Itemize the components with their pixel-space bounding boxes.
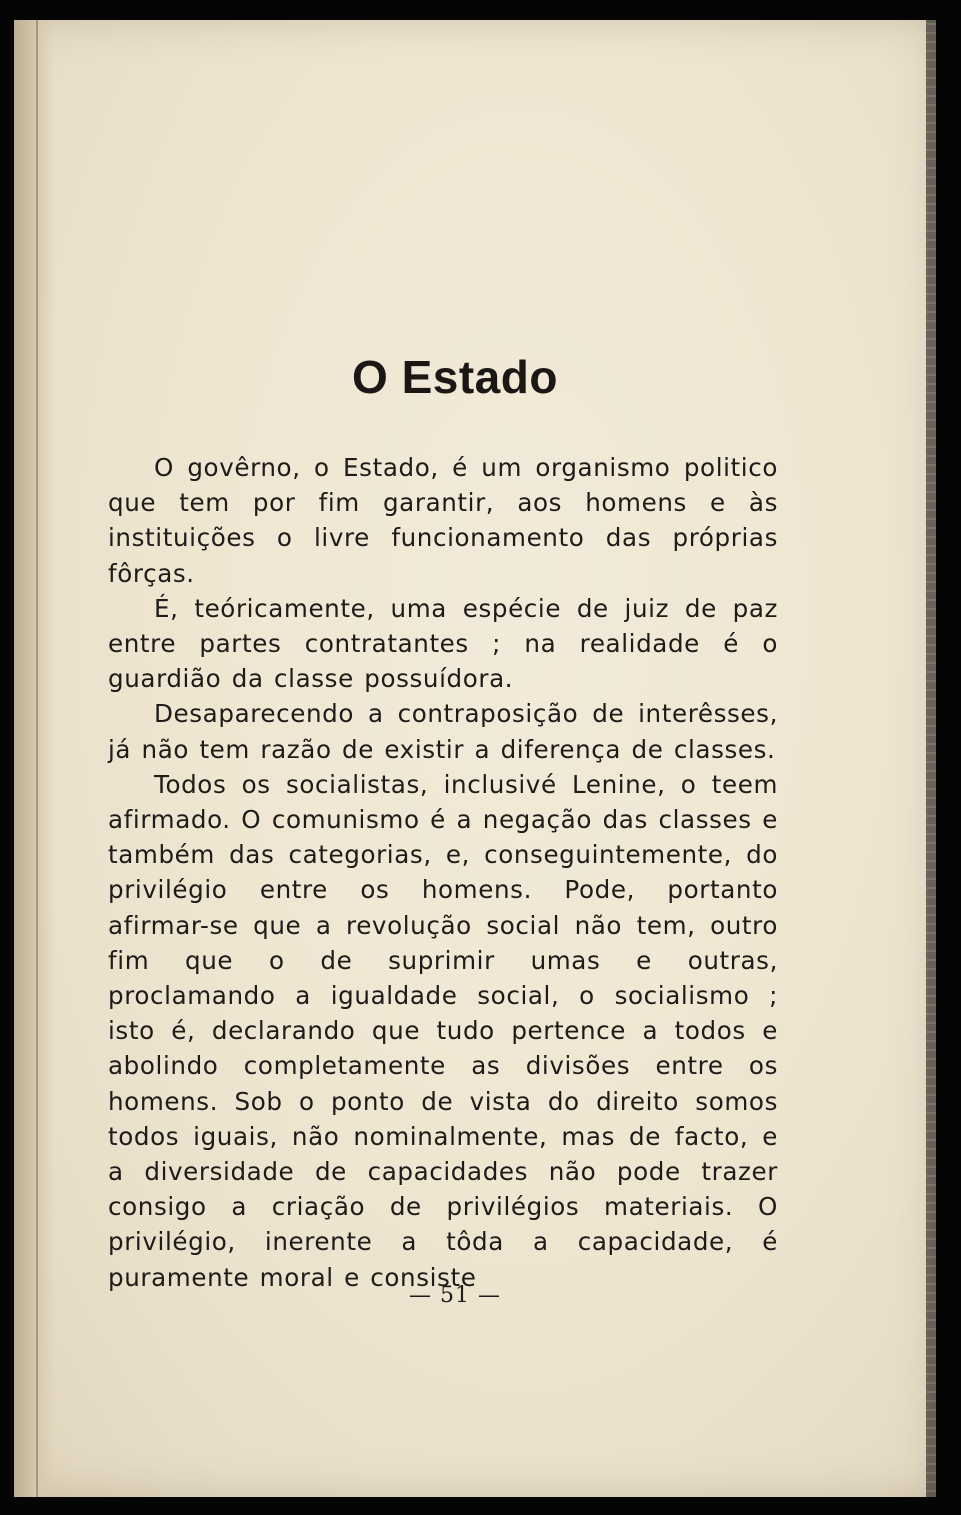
page-number: — 51 — xyxy=(409,1283,501,1308)
paragraph: O govêrno, o Estado, é um organismo politico que tem por fim garantir, aos homens e às instituições o livre funcionamento das próprias fôrças. xyxy=(108,453,778,588)
binding-line xyxy=(36,20,38,1497)
paragraph: Todos os socialistas, inclusivé Lenine, o teem afirmado. O comunismo é a negação das classes e também das categorias, e, conseguintemente, do privilégio entre os homens. Pode, portanto afirmar-se que a revolução social não tem, outro fim que o de suprimir umas e outras, proclamando a igualdade social, o socialismo ; isto é, declarando que tudo pertence a todos e abolindo completamente as divisões entre os homens. Sob o ponto de vista do direito somos todos iguais, não nominalmente, mas de facto, e a diversidade de capacidades não pode trazer consigo a criação de privilégios materiais. O privilégio, inerente a tôda a capacidade, é puramente moral e consiste xyxy=(108,769,778,1292)
chapter-title: O Estado xyxy=(352,351,558,403)
binding-shadow xyxy=(14,20,54,1497)
page-sheet xyxy=(14,20,936,1497)
page-edge xyxy=(926,20,936,1497)
paragraph: Desaparecendo a contraposição de interêsses, já não tem razão de existir a diferença de classes. xyxy=(108,699,778,764)
paragraph: É, teóricamente, uma espécie de juiz de paz entre partes contratantes ; na realidade é o guardião da classe possuídora. xyxy=(108,593,778,694)
body-text xyxy=(108,450,778,1295)
